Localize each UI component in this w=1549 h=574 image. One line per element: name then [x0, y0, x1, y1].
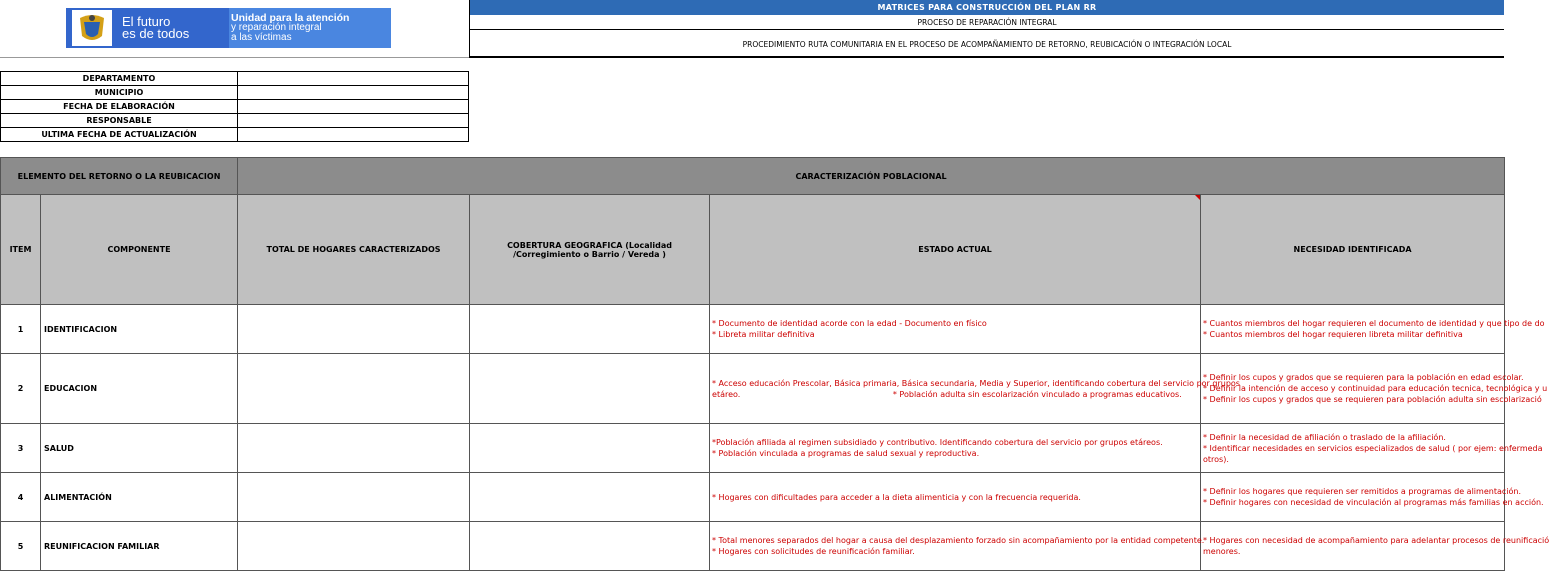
- row-item: 4: [1, 473, 41, 522]
- row-total-cell[interactable]: [238, 305, 470, 354]
- col-header-necesidad: [1201, 195, 1505, 305]
- estado-line: * Hogares con solicitudes de reunificación familiar.: [712, 547, 915, 556]
- necesidad-line: otros).: [1203, 454, 1229, 464]
- estado-line: * Total menores separados del hogar a causa del desplazamiento forzado sin acompañamiento por la entidad competente.: [712, 536, 1205, 545]
- necesidad-line: * Definir los hogares que requieren ser remitidos a programas de alimentación.: [1203, 487, 1521, 496]
- field-label: DEPARTAMENTO: [1, 72, 238, 86]
- row-total-cell[interactable]: [238, 424, 470, 473]
- row-total-cell[interactable]: [238, 473, 470, 522]
- row-item: 3: [1, 424, 41, 473]
- matrix-table: [0, 157, 1549, 571]
- estado-line: * Documento de identidad acorde con la edad - Documento en físico: [712, 319, 987, 328]
- estado-line: etáreo. * Población adulta sin escolarización vinculado a programas educativos.: [712, 389, 1182, 399]
- row-componente: REUNIFICACION FAMILIAR: [41, 522, 238, 571]
- row-total-cell[interactable]: [238, 354, 470, 424]
- field-label: MUNICIPIO: [1, 86, 238, 100]
- necesidad-line: * Cuantos miembros del hogar requieren el documento de identidad y que tipo de do: [1203, 319, 1545, 328]
- col-header-total: TOTAL DE HOGARES CARACTERIZADOS: [238, 195, 470, 305]
- row-item: 1: [1, 305, 41, 354]
- row-cobertura-cell[interactable]: [470, 424, 710, 473]
- necesidad-line: * Identificar necesidades en servicios especializados de salud ( por ejem: enfermeda: [1203, 443, 1543, 453]
- row-cobertura-cell[interactable]: [470, 305, 710, 354]
- col-header-item: ITEM: [1, 195, 41, 305]
- field-value-departamento[interactable]: [238, 72, 469, 86]
- row-necesidad: [1201, 305, 1545, 354]
- row-necesidad: [1201, 522, 1549, 571]
- row-estado: [710, 424, 1201, 473]
- field-value-ultima-fecha[interactable]: [238, 128, 469, 142]
- table-row: [1, 424, 1505, 473]
- process-subtitle: PROCESO DE REPARACIÓN INTEGRAL: [470, 15, 1504, 30]
- necesidad-line: * Definir la necesidad de afiliación o traslado de la afiliación.: [1203, 432, 1446, 442]
- estado-line: * Libreta militar definitiva: [712, 330, 815, 339]
- row-cobertura-cell[interactable]: [470, 522, 710, 571]
- row-cobertura-cell[interactable]: [470, 354, 710, 424]
- col-header-cobertura: COBERTURA GEOGRAFICA (Localidad /Corregimiento o Barrio / Vereda ): [470, 195, 710, 305]
- row-estado: [710, 354, 1240, 424]
- estado-line: * Acceso educación Prescolar, Básica primaria, Básica secundaria, Media y Superior, identificando cobertura del servicio por grupos: [712, 378, 1240, 388]
- row-item: 5: [1, 522, 41, 571]
- field-value-fecha[interactable]: [238, 100, 469, 114]
- col-header-estado-label: ESTADO ACTUAL: [918, 245, 992, 254]
- info-table: [0, 71, 469, 142]
- procedure-title: PROCEDIMIENTO RUTA COMUNITARIA EN EL PROCESO DE ACOMPAÑAMIENTO DE RETORNO, REUBICACIÓN O INTEGRACIÓN LOCAL: [742, 40, 1232, 49]
- necesidad-line: * Hogares con necesidad de acompañamiento para adelantar procesos de reunificació: [1203, 536, 1549, 545]
- logo-main-line-1: El futuro: [122, 14, 171, 29]
- necesidad-line: menores.: [1203, 547, 1241, 556]
- row-estado: [710, 522, 1205, 571]
- row-componente: IDENTIFICACION: [41, 305, 238, 354]
- necesidad-line: * Definir los cupos y grados que se requieren para población adulta sin escolarizació: [1203, 395, 1542, 404]
- title-block: [469, 0, 1504, 58]
- table-row: [1, 354, 1505, 424]
- necesidad-line: * Cuantos miembros del hogar requieren libreta militar definitiva: [1203, 330, 1463, 339]
- row-necesidad: [1201, 473, 1544, 522]
- logo-unit-line-2: y reparación integral: [231, 22, 322, 33]
- necesidad-line: * Definir hogares con necesidad de vinculación al programas más familias en acción.: [1203, 498, 1544, 507]
- logo-main-line-2: es de todos: [122, 26, 190, 41]
- col-header-componente: COMPONENTE: [41, 195, 238, 305]
- table-row: [1, 473, 1505, 522]
- col-header-necesidad-label: NECESIDAD IDENTIFICADA: [1293, 245, 1412, 254]
- table-row: [1, 305, 1505, 354]
- logo-unit-line-3: a las víctimas: [231, 32, 292, 43]
- row-estado: [710, 305, 1201, 354]
- table-row: [1, 522, 1505, 571]
- row-necesidad: [1201, 354, 1548, 424]
- logo: [66, 8, 391, 48]
- row-componente: SALUD: [41, 424, 238, 473]
- row-componente: EDUCACION: [41, 354, 238, 424]
- logo-unit-block: [229, 8, 391, 48]
- necesidad-line: * Definir los cupos y grados que se requieren para la población en edad escolar.: [1203, 373, 1524, 382]
- field-value-responsable[interactable]: [238, 114, 469, 128]
- logo-brand-block: [66, 8, 229, 48]
- group-header-elemento: ELEMENTO DEL RETORNO O LA REUBICACION: [1, 158, 238, 195]
- estado-line: * Población vinculada a programas de salud sexual y reproductiva.: [712, 449, 980, 458]
- estado-line: *Población afiliada al regimen subsidiado y contributivo. Identificando cobertura del servicio por grupos etáreos.: [712, 438, 1163, 447]
- row-necesidad: [1201, 424, 1543, 473]
- field-label: RESPONSABLE: [1, 114, 238, 128]
- row-cobertura-cell[interactable]: [470, 473, 710, 522]
- field-label: ULTIMA FECHA DE ACTUALIZACIÓN: [1, 128, 238, 142]
- row-item: 2: [1, 354, 41, 424]
- row-componente: ALIMENTACIÓN: [41, 473, 238, 522]
- row-estado: [710, 473, 1201, 522]
- estado-line: * Hogares con dificultades para acceder a la dieta alimenticia y con la frecuencia requerida.: [712, 492, 1081, 502]
- field-label: FECHA DE ELABORACIÓN: [1, 100, 238, 114]
- field-value-municipio[interactable]: [238, 86, 469, 100]
- matrix-title: MATRICES PARA CONSTRUCCIÓN DEL PLAN RR: [470, 0, 1504, 15]
- necesidad-line: * Definir la intención de acceso y continuidad para educación tecnica, tecnológica y u: [1203, 384, 1548, 393]
- coat-of-arms-icon: [72, 10, 112, 46]
- group-header-caracterizacion: CARACTERIZACIÓN POBLACIONAL: [238, 158, 1505, 195]
- comment-marker-icon: [1195, 195, 1200, 200]
- col-header-estado: [710, 195, 1201, 305]
- logo-unit-line-1: Unidad para la atención: [231, 12, 350, 24]
- divider: [0, 57, 469, 58]
- row-total-cell[interactable]: [238, 522, 470, 571]
